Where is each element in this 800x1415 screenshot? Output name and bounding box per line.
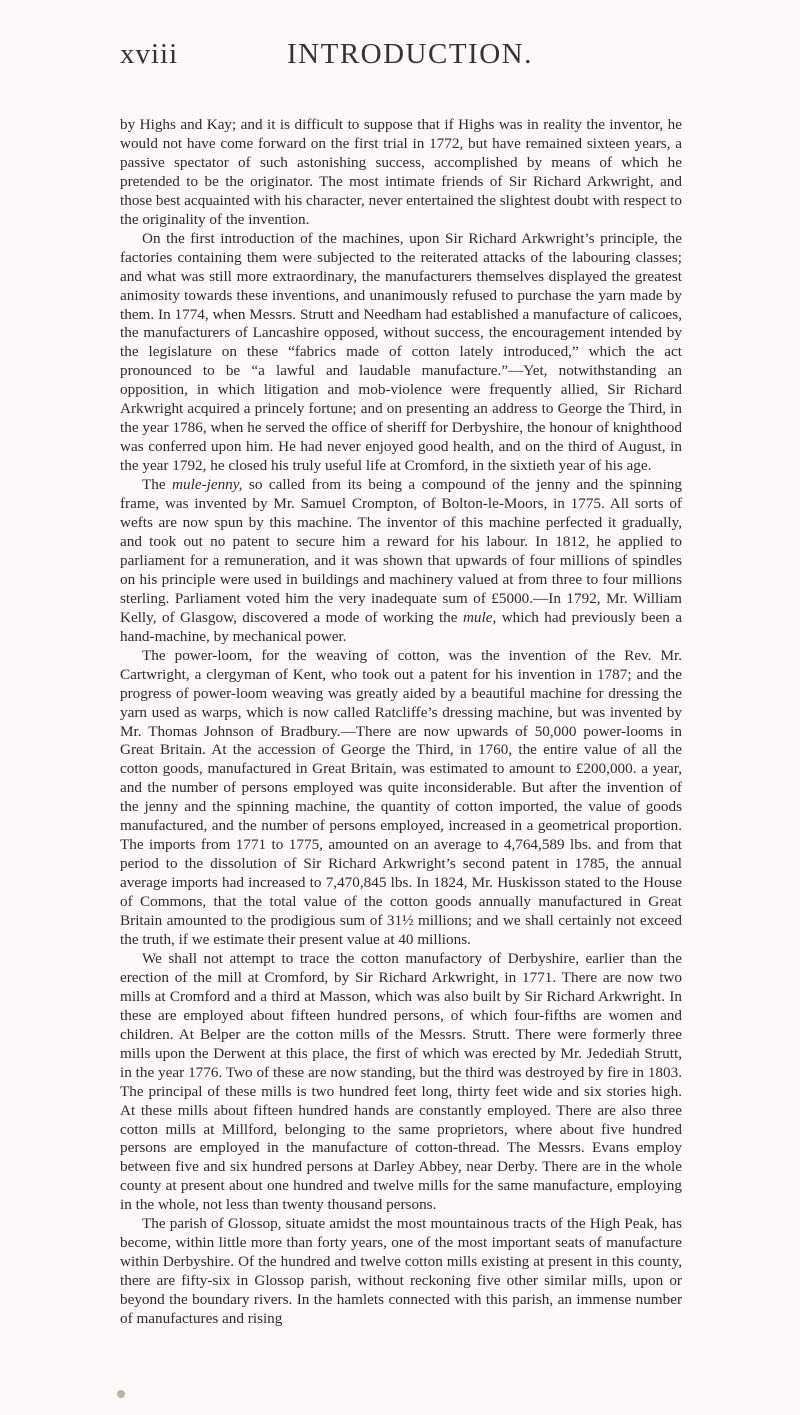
page-header — [120, 38, 680, 78]
paragraph-1: by Highs and Kay; and it is difficult to suppose that if Highs was in reality the inventor, he would not have come forward on the first trial in 1772, but have remained sixteen years, a passive spectator of such astonishing success, accomplished by means of which he pretended to be the originator. The most intimate friends of Sir Richard Arkwright, and those best acquainted with his character, never entertained the slightest doubt with respect to the originality of the invention. — [120, 116, 682, 228]
paragraph-3 — [120, 476, 682, 647]
running-head: INTRODUCTION. — [287, 38, 533, 70]
mule-jenny-term: mule-jenny, — [172, 476, 243, 494]
ink-smudge — [117, 1390, 125, 1398]
paragraph-3-body: so called from its being a compound of the jenny and the spinning frame, was invented by Mr. Samuel Crompton, of Bolton-le-Moors, in 1775. All sorts of wefts are now spun by this machine. The inventor of this machine perfected it gradually, and took out no patent to secure him a reward for his labour. In 1812, he applied to parliament for a remuneration, and it was shown that upwards of four millions of spindles on his principle were used in buildings and machinery valued at from three to four millions sterling. Parliament voted him the very inadequate sum of £5000.—In 1792, Mr. William Kelly, of Glasgow, discovered a mode of working the — [120, 476, 682, 626]
paragraph-6: The parish of Glossop, situate amidst the most mountainous tracts of the High Peak, has become, within little more than forty years, one of the most important seats of manufacture within Derbyshire. Of the hundred and twelve cotton mills existing at present in this county, there are fifty-six in Glossop parish, without reckoning five other similar mills, upon or beyond the boundary rivers. In the hamlets connected with this parish, an immense number of manufactures and rising — [120, 1215, 682, 1328]
paragraph-3-lead: The — [142, 476, 173, 494]
paragraph-4: The power-loom, for the weaving of cotton, was the invention of the Rev. Mr. Cartwright, a clergyman of Kent, who took out a patent for his invention in 1787; and the progress of power-loom weaving was greatly aided by a beautiful machine for dressing the yarn used as warps, which is now called Ratcliffe’s dressing machine, but was invented by Mr. Thomas Johnson of Bradbury.—There are now upwards of 50,000 power-looms in Great Britain. At the accession of George the Third, in 1760, the entire value of all the cotton goods, manufactured in Great Britain, was estimated to amount to £200,000. a year, and the number of persons employed was quite inconsiderable. But after the invention of the jenny and the spinning machine, the quantity of cotton imported, the value of goods manufactured, and the number of persons employed, increased in a geometrical proportion. The imports from 1771 to 1775, amounted on an average to 4,764,589 lbs. and from that period to the dissolution of Sir Richard Arkwright’s second patent in 1785, the annual average imports had increased to 7,470,845 lbs. In 1824, Mr. Huskisson stated to the House of Commons, that the total value of the cotton goods annually manufactured in Great Britain amounted to the prodigious sum of 31½ millions; and we shall certainly not exceed the truth, if we estimate their present value at 40 millions. — [120, 646, 682, 948]
paragraph-3-tail: which had previously been a hand-machine, by mechanical power. — [120, 608, 682, 645]
paragraph-2: On the first introduction of the machines, upon Sir Richard Arkwright’s principle, the factories containing them were subjected to the reiterated attacks of the labouring classes; and what was still more extraordinary, the manufacturers themselves displayed the greatest animosity towards these inventions, and unanimously refused to purchase the yarn made by them. In 1774, when Messrs. Strutt and Needham had established a manufacture of calicoes, the manufacturers of Lancashire opposed, without success, the encouragement intended by the legislature on these “fabrics made of cotton lately introduced,” which the act pronounced to be “a lawful and laudable manufacture.”—Yet, notwithstanding an opposition, in which litigation and mob-violence were frequently allied, Sir Richard Arkwright acquired a princely fortune; and on presenting an address to George the Third, in the year 1786, when he served the office of sheriff for Derbyshire, the honour of knighthood was conferred upon him. He had never enjoyed good health, and on the third of August, in the year 1792, he closed his truly useful life at Cromford, in the sixtieth year of his age. — [120, 229, 682, 475]
paragraph-5: We shall not attempt to trace the cotton manufactory of Derbyshire, earlier than the erection of the mill at Cromford, by Sir Richard Arkwright, in 1771. There are now two mills at Cromford and a third at Masson, which was also built by Sir Richard Arkwright. In these are employed about fifteen hundred persons, of which four-fifths are women and children. At Belper are the cotton mills of the Messrs. Strutt. There were formerly three mills upon the Derwent at this place, the first of which was erected by Mr. Jedediah Strutt, in the year 1776. Two of these are now standing, but the third was destroyed by fire in 1803. The principal of these mills is two hundred feet long, thirty feet wide and six stories high. At these mills about fifteen hundred hands are constantly employed. There are also three cotton mills at Millford, belonging to the same proprietors, where about five hundred persons are employed in the manufacture of cotton-thread. The Messrs. Evans employ between five and six hundred persons at Darley Abbey, near Derby. There are in the whole county at present about one hundred and twelve mills for the same manufacture, employing in the whole, not less than twenty thousand persons. — [120, 949, 682, 1214]
page-number: xviii — [120, 38, 179, 70]
mule-term: mule, — [462, 608, 497, 626]
body-text — [120, 116, 682, 1329]
